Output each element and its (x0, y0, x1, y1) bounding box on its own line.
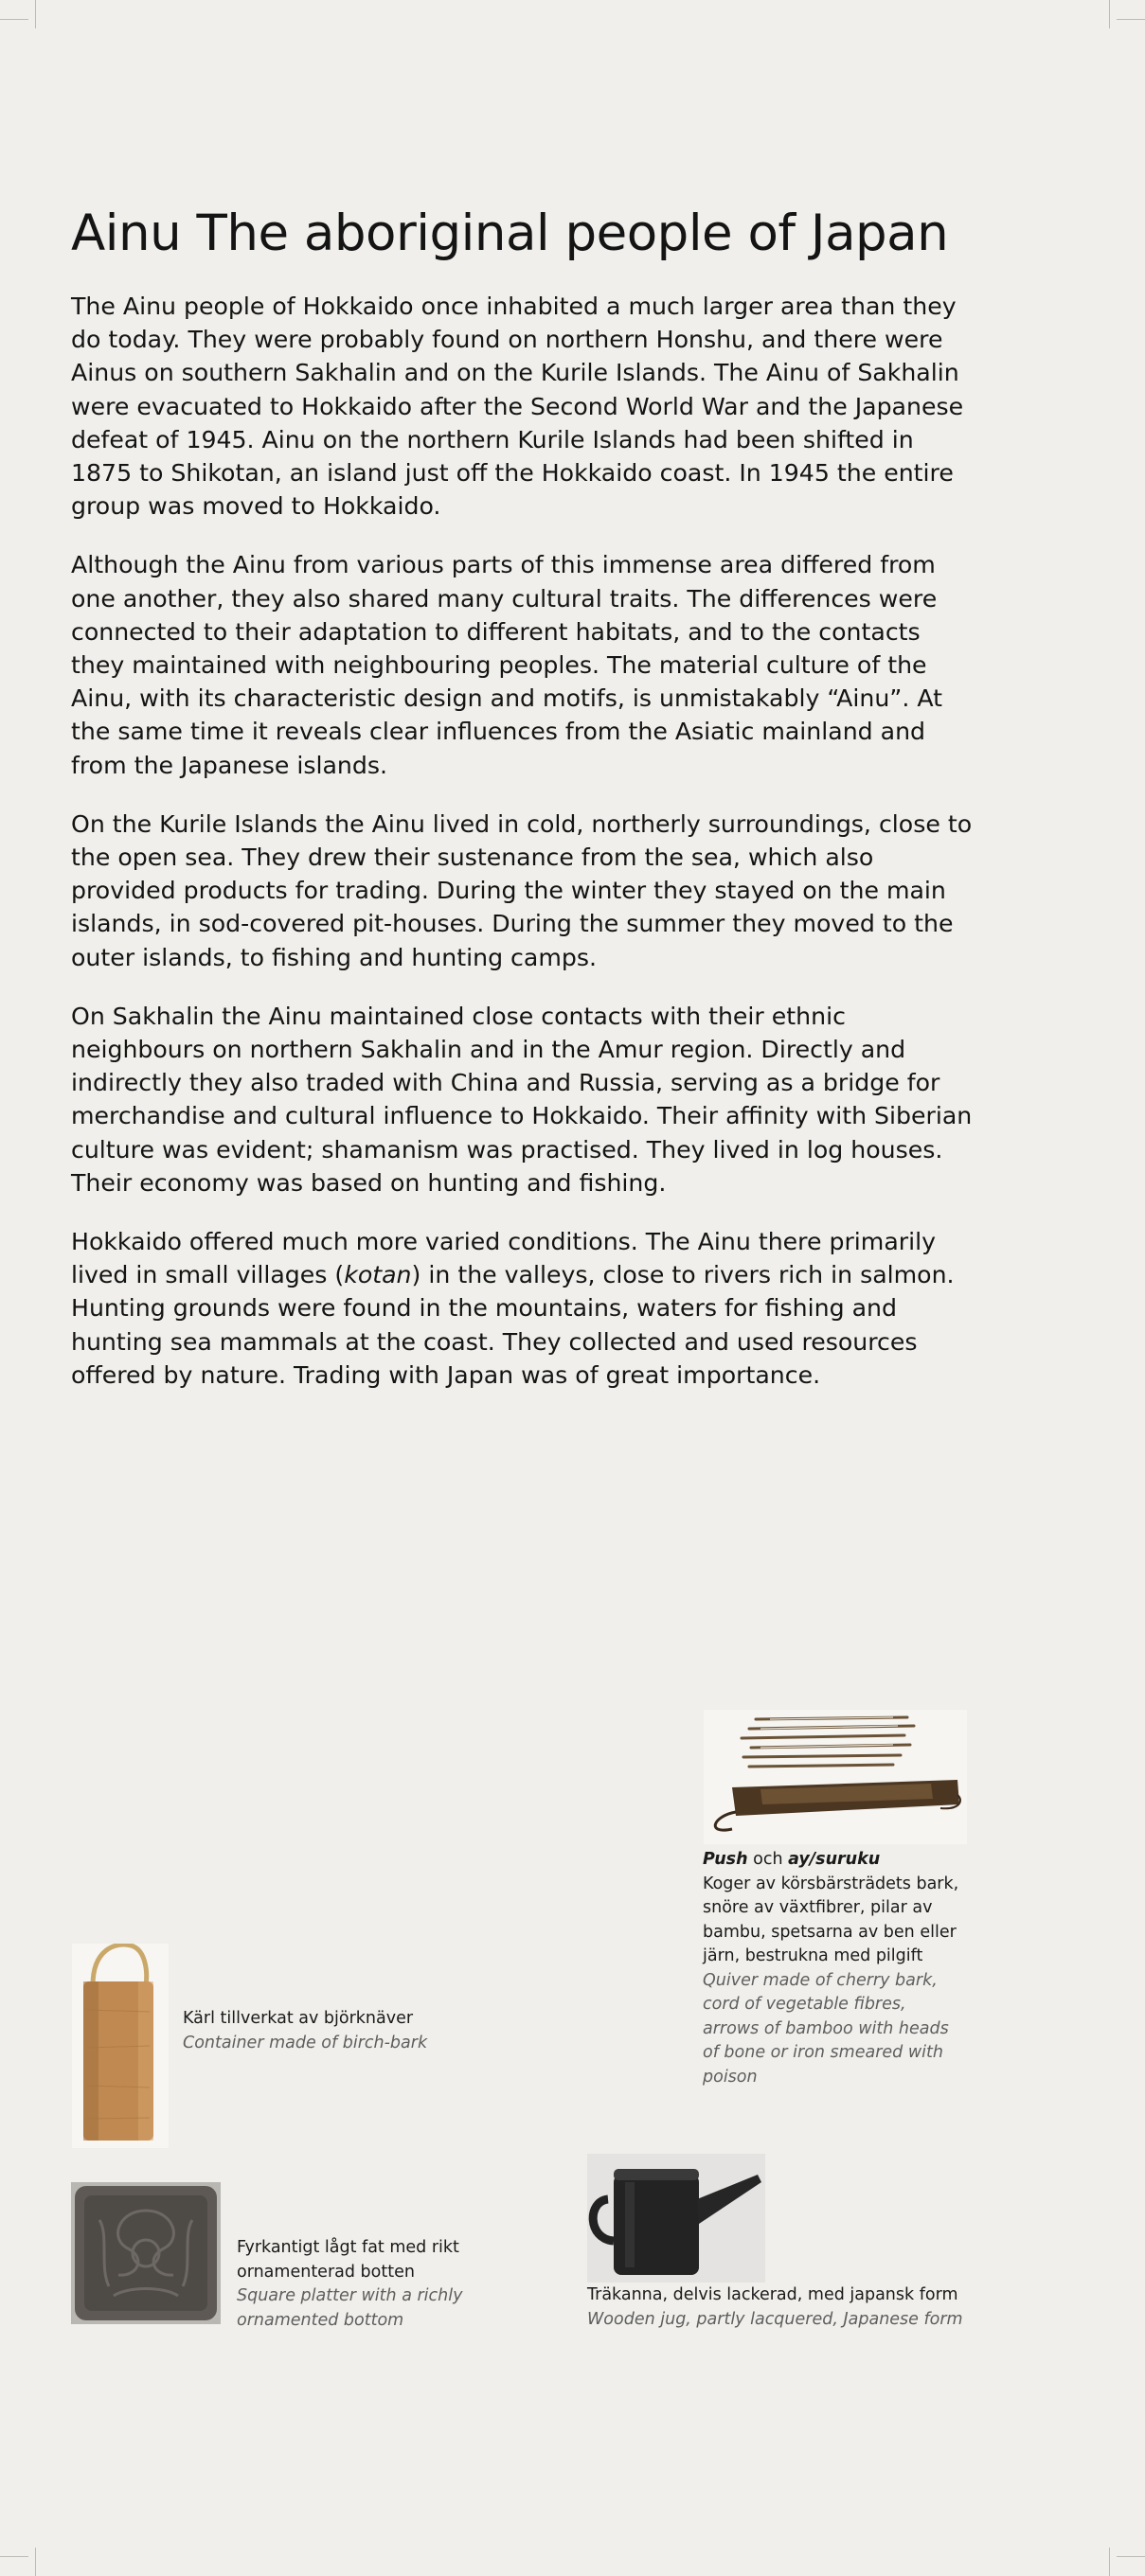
body-text (71, 290, 980, 1417)
crop-mark (1117, 2556, 1145, 2557)
paragraph-2: Although the Ainu from various parts of this immense area differed from one another, they also shared many cultural traits. The differences were connected to their adaptation to different habitats, and to the contacts they maintained with neighbouring peoples. The material culture of the Ainu, with its characteristic design and motifs, is unmistakably “Ainu”. At the same time it reveals clear influences from the Asiatic mainland and from the Japanese islands. (71, 551, 943, 779)
jug-english: Wooden jug, partly lacquered, Japanese form (587, 2309, 963, 2329)
jug-photo (587, 2154, 765, 2283)
quiver-swedish: Koger av körsbärsträdets bark, snöre av växtfibrer, pilar av bambu, spetsarna av ben eller järn, bestrukna med pilgift (703, 1874, 959, 1965)
container-caption (183, 2007, 457, 2055)
paragraph-1: The Ainu people of Hokkaido once inhabited a much larger area than they do today. They were probably found on northern Honshu, and there were Ainus on southern Sakhalin and on the Kurile Islands. The Ainu of Sakhalin were evacuated to Hokkaido after the Second World War and the Japanese defeat of 1945. Ainu on the northern Kurile Islands had been shifted in 1875 to Shikotan, an island just off the Hokkaido coast. In 1945 the entire group was moved to Hokkaido. (71, 293, 964, 521)
jug-caption (587, 2283, 1004, 2332)
container-english: Container made of birch-bark (183, 2033, 428, 2052)
crop-mark (1109, 2548, 1110, 2576)
platter-swedish: Fyrkantigt lågt fat med rikt ornamenterad botten (237, 2238, 459, 2282)
quiver-caption (703, 1848, 963, 2089)
quiver-english: Quiver made of cherry bark, cord of vegetable fibres, arrows of bamboo with heads of bone or iron smeared with poison (703, 1970, 949, 2087)
container-swedish: Kärl tillverkat av björknäver (183, 2009, 414, 2028)
jug-swedish: Träkanna, delvis lackerad, med japansk form (587, 2285, 958, 2304)
container-photo (72, 1944, 169, 2148)
crop-mark (0, 2556, 28, 2557)
paragraph-4: On Sakhalin the Ainu maintained close contacts with their ethnic neighbours on northern Sakhalin and in the Amur region. Directly and indirectly they also traded with China and Russia, serving as a bridge for merchandise and cultural influence to Hokkaido. Their affinity with Siberian culture was evident; shamanism was practised. They lived in log houses. Their economy was based on hunting and fishing. (71, 1002, 973, 1197)
crop-mark (35, 2548, 36, 2576)
paragraph-5: Hokkaido offered much more varied conditions. The Ainu there primarily lived in small villages (kotan) in the valleys, close to rivers rich in salmon. Hunting grounds were found in the mountains, waters for fishing and hunting sea mammals at the coast. They collected and used resources offered by nature. Trading with Japan was of great importance. (71, 1228, 955, 1389)
crop-mark (1109, 0, 1110, 28)
platter-english: Square platter with a richly ornamented bottom (237, 2286, 463, 2330)
crop-mark (1117, 19, 1145, 20)
crop-mark (0, 19, 28, 20)
quiver-title: Push och ay/suruku (703, 1850, 881, 1869)
paragraph-3: On the Kurile Islands the Ainu lived in cold, northerly surroundings, close to the open sea. They drew their sustenance from the sea, which also provided products for trading. During the winter they stayed on the main islands, in sod-covered pit-houses. During the summer they moved to the outer islands, to fishing and hunting camps. (71, 809, 973, 971)
page-title: Ainu The aboriginal people of Japan (71, 204, 949, 262)
platter-photo (71, 2182, 221, 2324)
platter-caption (237, 2236, 483, 2333)
quiver-photo (704, 1710, 967, 1844)
crop-mark (35, 0, 36, 28)
